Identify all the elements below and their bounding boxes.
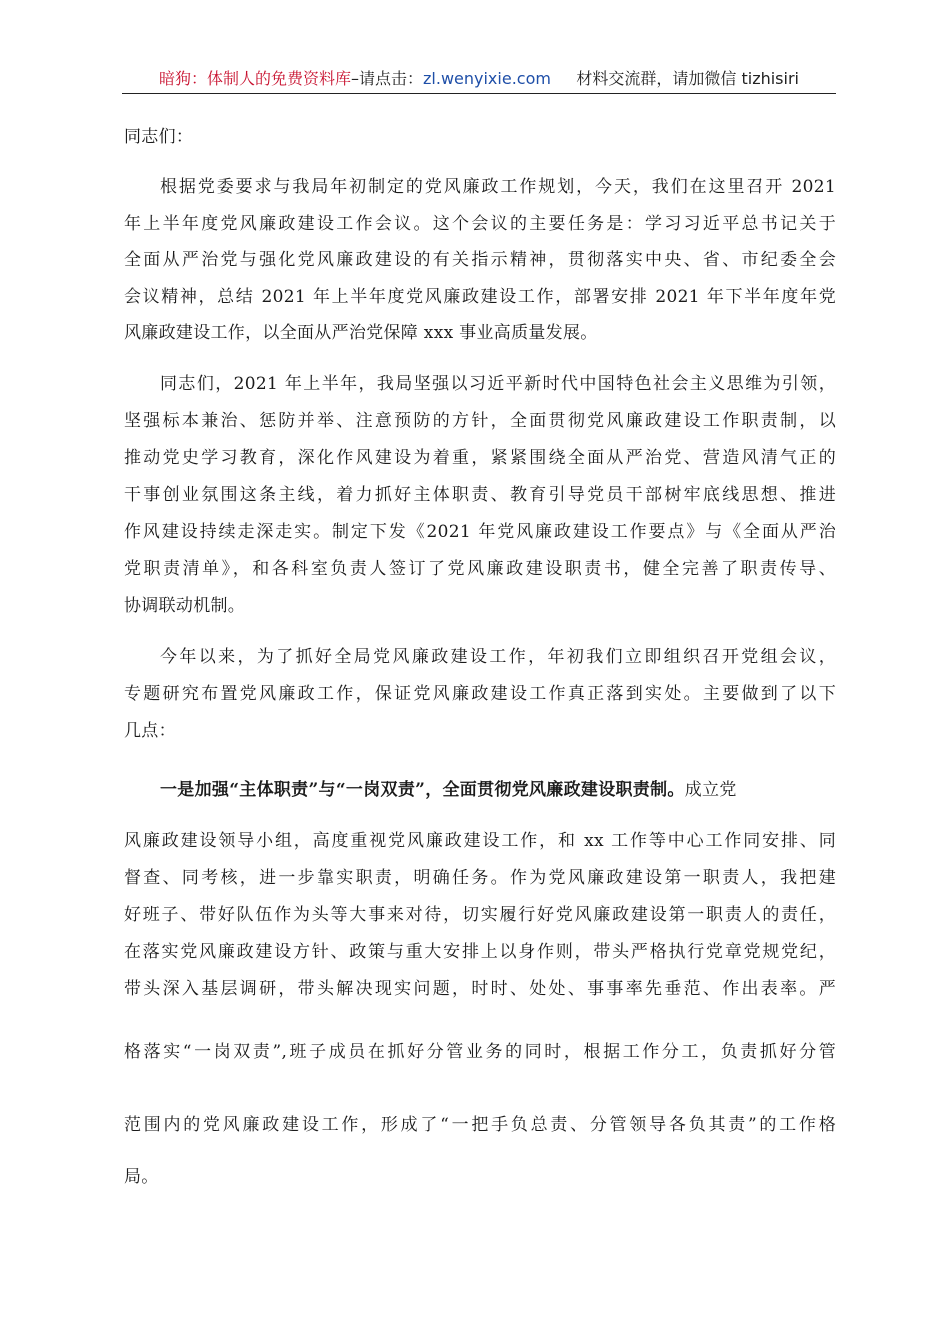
paragraph-4-line: 格落实“一岗双责”,班子成员在抓好分管业务的同时，根据工作分工，负责抓好分管 [124,1042,836,1062]
paragraph-3-line: 专题研究布置党风廉政工作，保证党风廉政建设工作真正落到实处。主要做到了以下 [124,684,836,704]
paragraph-1-line: 风廉政建设工作，以全面从严治党保障 xxx 事业高质量发展。 [124,323,598,343]
paragraph-4-first-line [160,778,836,802]
paragraph-2-line: 推动党史学习教育，深化作风建设为着重，紧紧围绕全面从严治党、营造风清气正的 [124,448,836,468]
paragraph-1-line: 全面从严治党与强化党风廉政建设的有关指示精神，贯彻落实中央、省、市纪委全会 [124,250,836,270]
paragraph-4-first-tail: 成立党 [684,780,737,800]
header-wechat-note: 材料交流群，请加微信 tizhisiri [576,69,799,88]
paragraph-3-line: 几点： [124,721,176,741]
paragraph-2-line: 同志们，2021 年上半年，我局坚强以习近平新时代中国特色社会主义思维为引领， [160,374,836,394]
paragraph-4-line: 督查、同考核，进一步靠实职责，明确任务。作为党风廉政建设第一职责人，我把建 [124,868,836,888]
page-header [122,68,836,90]
paragraph-4-line: 好班子、带好队伍作为头等大事来对待，切实履行好党风廉政建设第一职责人的责任， [124,905,836,925]
paragraph-4-line: 带头深入基层调研，带头解决现实问题，时时、处处、事事率先垂范、作出表率。严 [124,979,836,999]
paragraph-2-line: 干事创业氛围这条主线，着力抓好主体职责、教育引导党员干部树牢底线思想、推进 [124,485,836,505]
paragraph-3-line: 今年以来，为了抓好全局党风廉政建设工作，年初我们立即组织召开党组会议， [160,647,836,667]
paragraph-2-line: 党职责清单》，和各科室负责人签订了党风廉政建设职责书，健全完善了职责传导、 [124,559,836,579]
paragraph-1-line: 根据党委要求与我局年初制定的党风廉政工作规划，今天，我们在这里召开 2021 [160,177,836,197]
header-url-link[interactable]: zl.wenyixie.com [423,69,551,88]
header-click-prefix: –请点击： [351,69,424,88]
paragraph-1-line: 会议精神，总结 2021 年上半年度党风廉政建设工作，部署安排 2021 年下半年度年党 [124,287,836,307]
paragraph-2-line: 作风建设持续走深走实。制定下发《2021 年党风廉政建设工作要点》与《全面从严治 [124,522,836,542]
header-divider [122,93,836,94]
paragraph-1-line: 年上半年度党风廉政建设工作会议。这个会议的主要任务是：学习习近平总书记关于 [124,214,836,234]
paragraph-4-heading: 一是加强“主体职责”与“一岗双责”，全面贯彻党风廉政建设职责制。 [160,780,685,800]
paragraph-4-line: 局。 [124,1167,159,1187]
paragraph-2-line: 协调联动机制。 [124,596,246,616]
paragraph-2-line: 坚强标本兼治、惩防并举、注意预防的方针，全面贯彻党风廉政建设工作职责制，以 [124,411,836,431]
paragraph-4-line: 范围内的党风廉政建设工作，形成了“一把手负总责、分管领导各负其责”的工作格 [124,1115,836,1135]
header-brand: 暗狗：体制人的免费资料库 [158,69,351,88]
paragraph-4-line: 风廉政建设领导小组，高度重视党风廉政建设工作，和 xx 工作等中心工作同安排、同 [124,831,836,851]
paragraph-4-line: 在落实党风廉政建设方针、政策与重大安排上以身作则，带头严格执行党章党规党纪， [124,942,836,962]
greeting: 同志们： [124,127,194,147]
